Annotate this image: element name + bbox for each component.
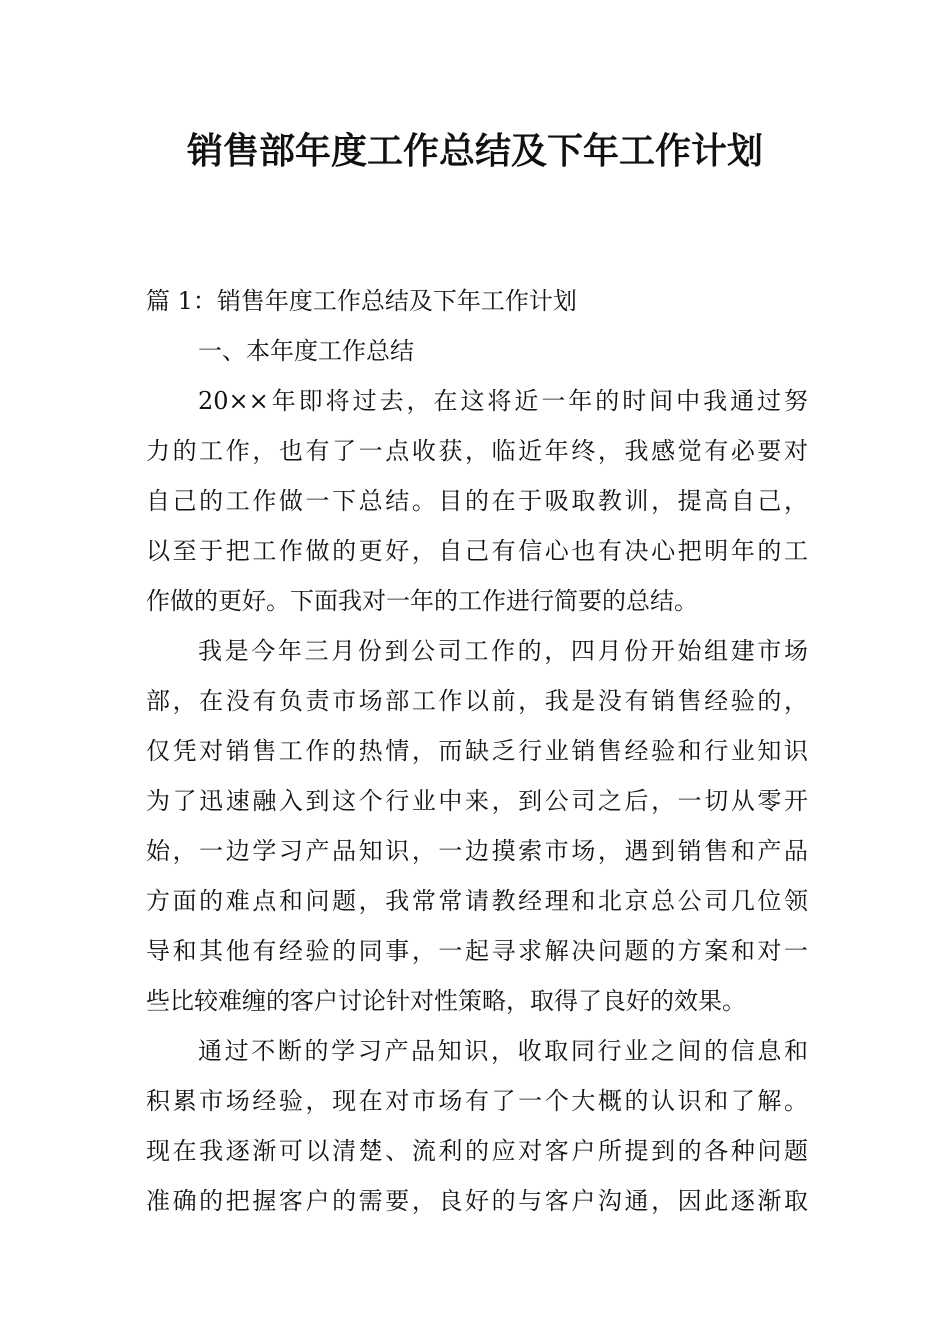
paragraph-2-line-7: 导和其他有经验的同事，一起寻求解决问题的方案和对一 bbox=[146, 937, 808, 965]
paragraph-2-line-5: 始，一边学习产品知识，一边摸索市场，遇到销售和产品 bbox=[146, 837, 808, 865]
document-title: 销售部年度工作总结及下年工作计划 bbox=[186, 131, 763, 172]
document-body bbox=[146, 276, 808, 1226]
paragraph-3-line-1: 通过不断的学习产品知识，收取同行业之间的信息和 bbox=[198, 1037, 808, 1065]
paragraph-3-line-4: 准确的把握客户的需要，良好的与客户沟通，因此逐渐取 bbox=[146, 1187, 808, 1215]
paragraph-1-line-5: 作做的更好。下面我对一年的工作进行简要的总结。 bbox=[146, 587, 698, 615]
paragraph-2-line-2: 部，在没有负责市场部工作以前，我是没有销售经验的， bbox=[146, 687, 808, 715]
paragraph-3-line-3: 现在我逐渐可以清楚、流利的应对客户所提到的各种问题 bbox=[146, 1137, 808, 1165]
paragraph-1-line-2: 力的工作，也有了一点收获，临近年终，我感觉有必要对 bbox=[146, 437, 808, 465]
paragraph-2-line-1: 我是今年三月份到公司工作的，四月份开始组建市场 bbox=[198, 637, 808, 665]
paragraph-1-line-3: 自己的工作做一下总结。目的在于吸取教训，提高自己， bbox=[146, 487, 808, 515]
article-heading: 篇 1：销售年度工作总结及下年工作计划 bbox=[146, 287, 577, 315]
paragraph-2-line-8: 些比较难缠的客户讨论针对性策略，取得了良好的效果。 bbox=[146, 987, 746, 1015]
paragraph-3-line-2: 积累市场经验，现在对市场有了一个大概的认识和了解。 bbox=[146, 1087, 808, 1115]
paragraph-1-line-1: 20××年即将过去，在这将近一年的时间中我通过努 bbox=[198, 387, 808, 415]
paragraph-1-line-4: 以至于把工作做的更好，自己有信心也有决心把明年的工 bbox=[146, 537, 808, 565]
paragraph-2-line-6: 方面的难点和问题，我常常请教经理和北京总公司几位领 bbox=[146, 887, 808, 915]
section-heading: 一、本年度工作总结 bbox=[198, 337, 414, 365]
paragraph-2-line-3: 仅凭对销售工作的热情，而缺乏行业销售经验和行业知识 bbox=[146, 737, 808, 765]
paragraph-2-line-4: 为了迅速融入到这个行业中来，到公司之后，一切从零开 bbox=[146, 787, 808, 815]
